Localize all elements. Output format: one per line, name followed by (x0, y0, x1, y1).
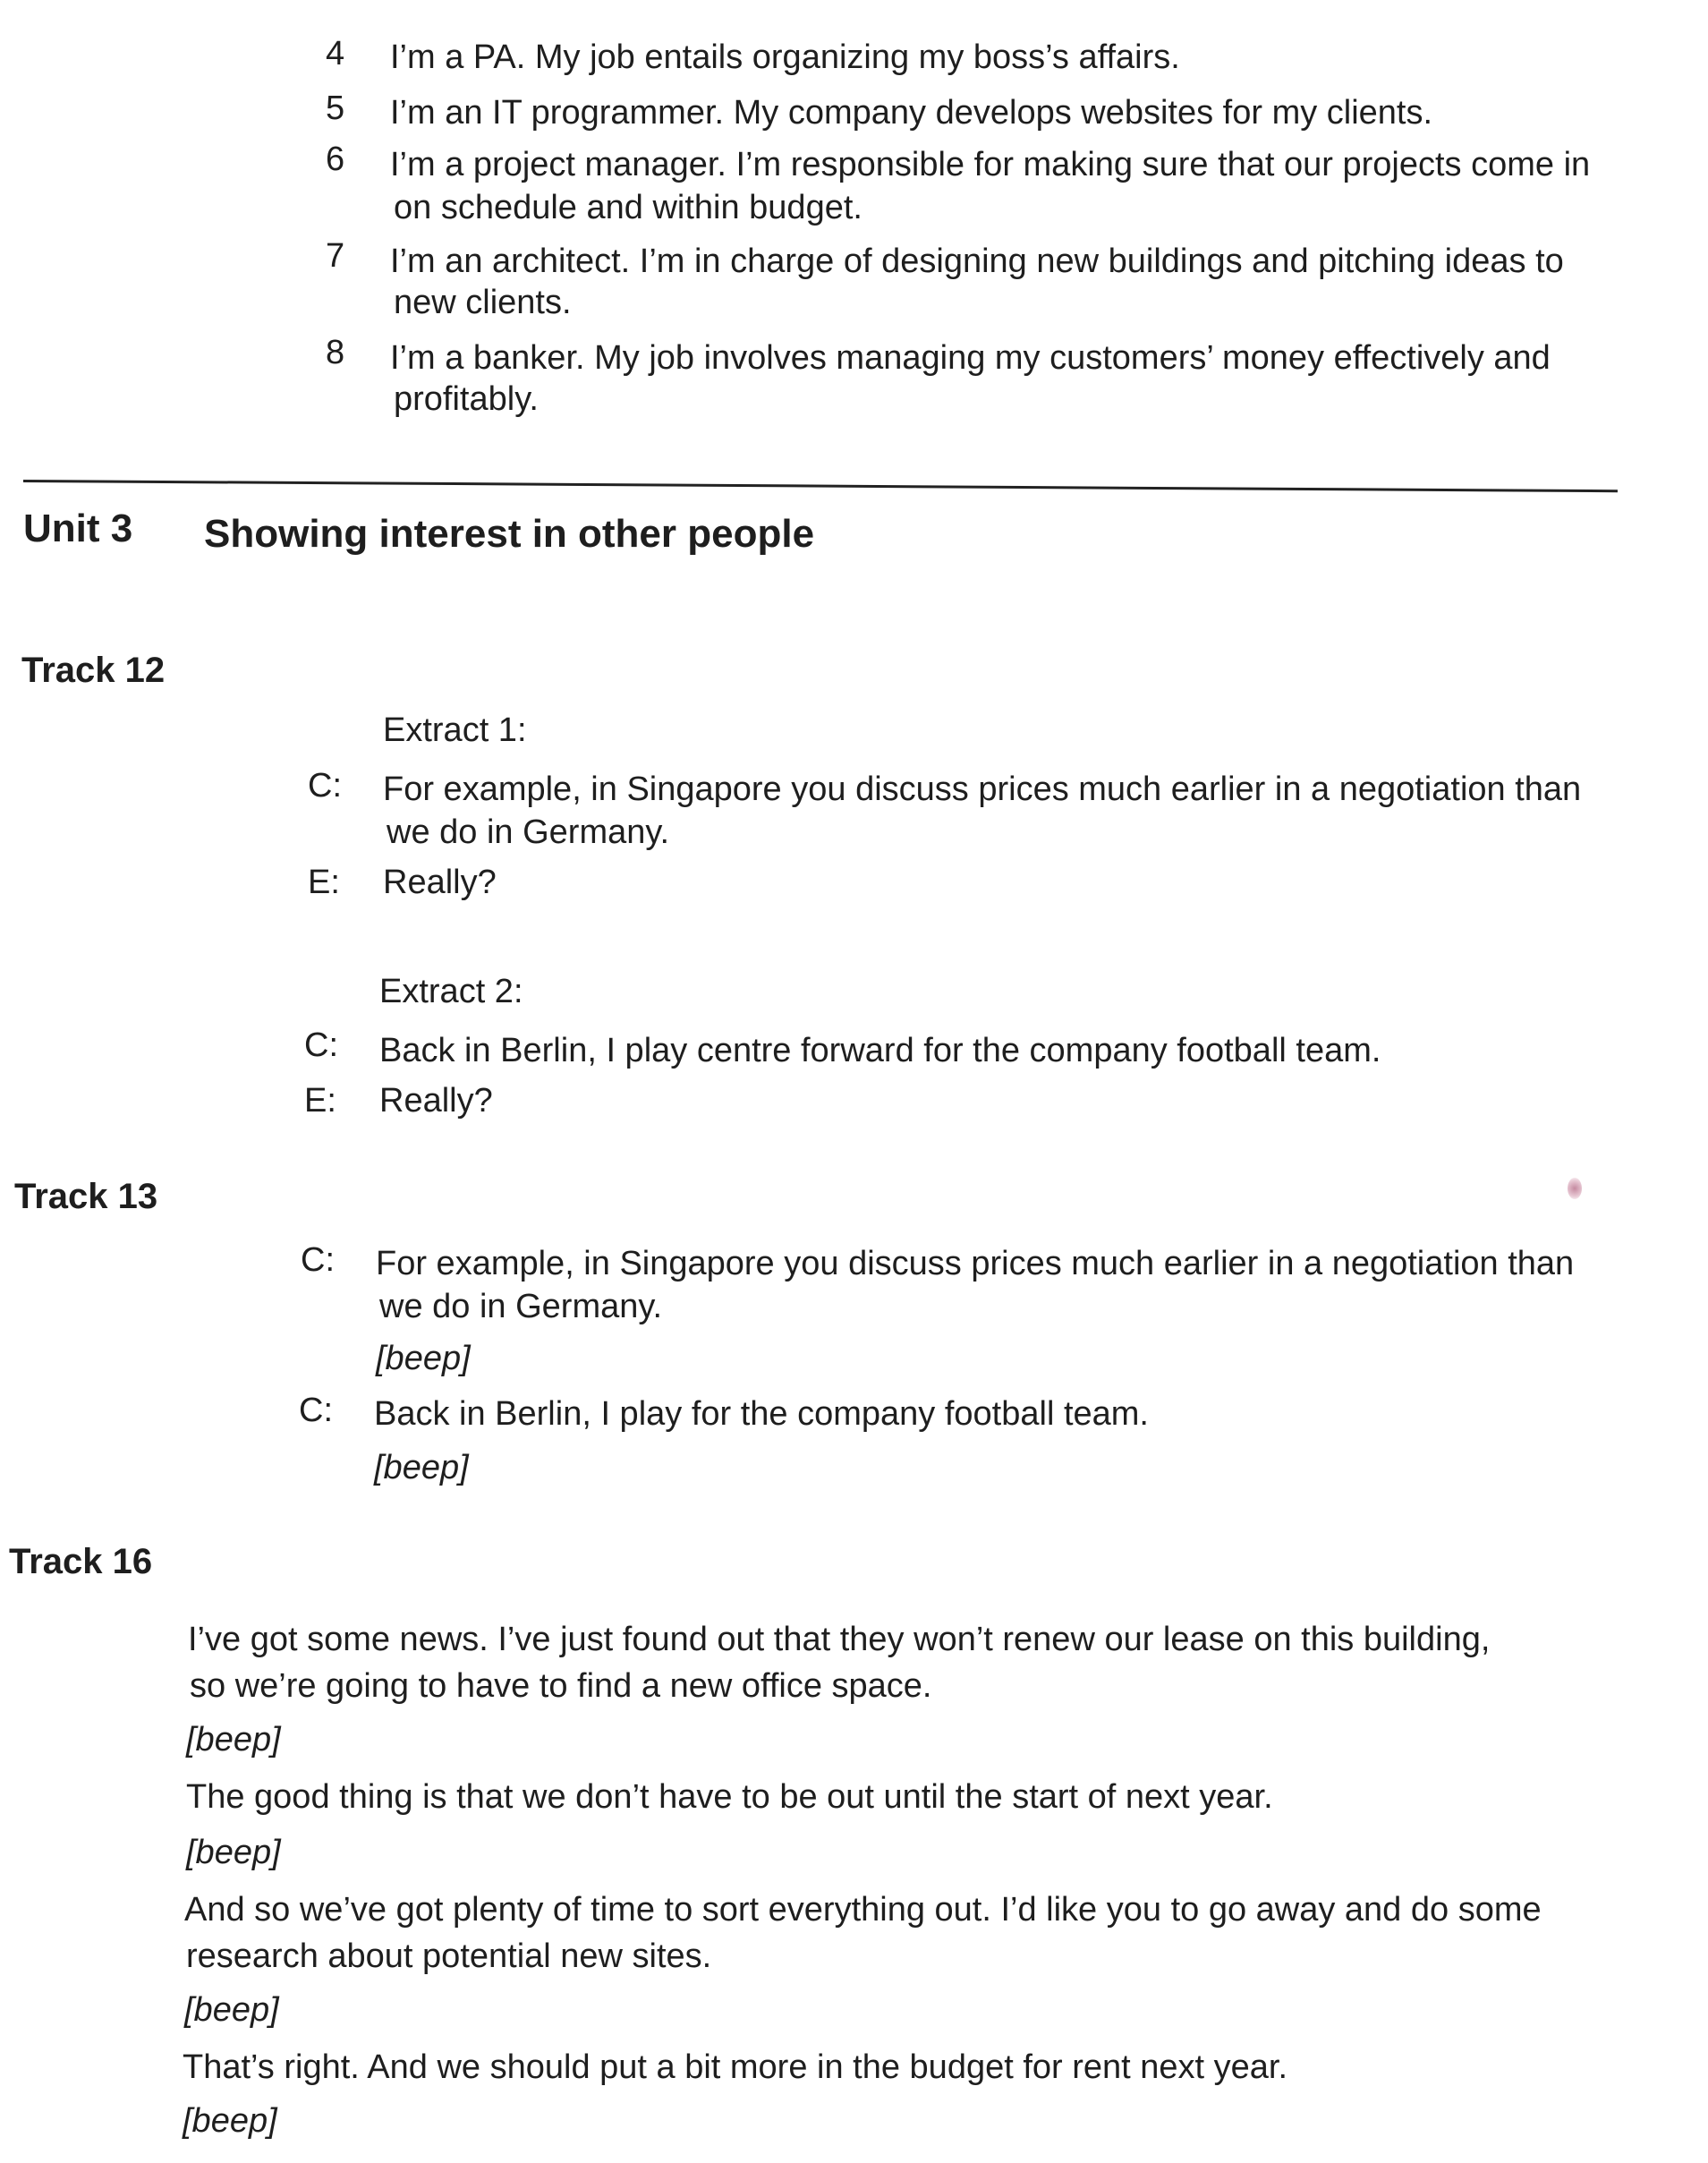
track-16-para-1-line-1: I’ve got some news. I’ve just found out that they won’t renew our lease on this building, (188, 1621, 1491, 1658)
extract-2-c-text: Back in Berlin, I play centre forward for the company football team. (379, 1032, 1381, 1069)
extract-2-label: Extract 2: (379, 973, 523, 1010)
track-12-heading: Track 12 (21, 651, 166, 690)
beep-marker: [beep] (374, 1449, 469, 1486)
track-16-heading: Track 16 (9, 1542, 153, 1581)
extract-1-e-text: Really? (383, 864, 497, 901)
list-item-5-text: I’m an IT programmer. My company develops websites for my clients. (390, 94, 1433, 132)
track-16-para-3-line-1: And so we’ve got plenty of time to sort everything out. I’d like you to go away and do some (184, 1891, 1542, 1929)
unit-title: Showing interest in other people (204, 512, 815, 556)
speaker-e: E: (308, 864, 340, 901)
track-16-para-2: The good thing is that we don’t have to be out until the start of next year. (186, 1778, 1273, 1816)
track-16-para-3-line-2: research about potential new sites. (186, 1937, 712, 1975)
track-13-c1-line-1: For example, in Singapore you discuss prices much earlier in a negotiation than (376, 1245, 1575, 1282)
ink-speck (1568, 1178, 1582, 1199)
track-16-para-4: That’s right. And we should put a bit more in the budget for rent next year. (183, 2048, 1288, 2086)
speaker-c: C: (304, 1026, 338, 1064)
unit-number: Unit 3 (23, 507, 133, 550)
list-item-7-line-2: new clients. (394, 284, 572, 321)
list-item-6-line-1: I’m a project manager. I’m responsible for making sure that our projects come in (390, 146, 1591, 183)
list-item-7-line-1: I’m an architect. I’m in charge of designing new buildings and pitching ideas to (390, 243, 1564, 280)
speaker-c: C: (301, 1241, 335, 1279)
list-number-8: 8 (326, 334, 345, 371)
speaker-c: C: (299, 1392, 333, 1429)
list-number-7: 7 (326, 237, 345, 275)
beep-marker: [beep] (186, 1834, 281, 1871)
list-number-4: 4 (326, 35, 345, 72)
track-13-heading: Track 13 (14, 1177, 158, 1216)
track-13-c1-line-2: we do in Germany. (379, 1288, 663, 1325)
list-number-6: 6 (326, 141, 345, 178)
list-item-4-text: I’m a PA. My job entails organizing my boss’s affairs. (390, 38, 1180, 76)
list-item-8-line-1: I’m a banker. My job involves managing my customers’ money effectively and (390, 339, 1551, 377)
list-item-6-line-2: on schedule and within budget. (394, 189, 862, 226)
extract-1-c-line-2: we do in Germany. (387, 813, 670, 851)
list-number-5: 5 (326, 89, 345, 127)
extract-1-c-line-1: For example, in Singapore you discuss prices much earlier in a negotiation than (383, 771, 1582, 808)
beep-marker: [beep] (184, 1991, 279, 2029)
section-divider (23, 480, 1618, 492)
beep-marker: [beep] (183, 2102, 277, 2140)
track-16-para-1-line-2: so we’re going to have to find a new office space. (190, 1667, 932, 1705)
list-item-8-line-2: profitably. (394, 380, 539, 418)
extract-1-label: Extract 1: (383, 711, 527, 749)
beep-marker: [beep] (376, 1340, 471, 1377)
speaker-c: C: (308, 767, 342, 805)
extract-2-e-text: Really? (379, 1082, 493, 1120)
track-13-c2-text: Back in Berlin, I play for the company football team. (374, 1395, 1149, 1433)
beep-marker: [beep] (186, 1721, 281, 1759)
speaker-e: E: (304, 1082, 336, 1120)
